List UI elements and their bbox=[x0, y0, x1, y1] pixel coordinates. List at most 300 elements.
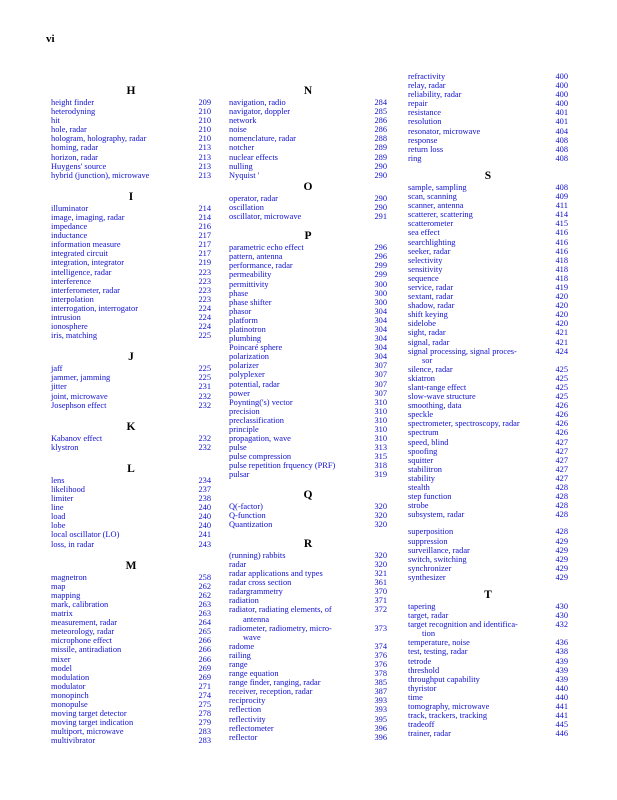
index-entry[interactable] bbox=[229, 352, 387, 361]
page-reference: 263 bbox=[198, 609, 211, 619]
page-reference: 223 bbox=[198, 285, 211, 295]
index-term bbox=[408, 729, 546, 738]
index-entry[interactable] bbox=[408, 127, 568, 136]
index-entry[interactable] bbox=[229, 425, 387, 434]
index-entry[interactable] bbox=[51, 727, 211, 736]
index-entry[interactable] bbox=[51, 295, 211, 304]
index-entry[interactable] bbox=[51, 582, 211, 591]
index-entry[interactable] bbox=[51, 540, 211, 549]
index-entry[interactable] bbox=[408, 537, 568, 546]
index-entry[interactable] bbox=[408, 108, 568, 117]
index-entry[interactable] bbox=[408, 729, 568, 738]
index-entry[interactable] bbox=[51, 718, 211, 727]
index-entry[interactable] bbox=[51, 277, 211, 286]
index-term-text: heterodyning bbox=[51, 107, 96, 117]
index-term-text: track, trackers, tracking bbox=[408, 711, 488, 721]
index-term bbox=[229, 724, 365, 733]
index-term-text: radiator, radiating elements, of bbox=[229, 605, 332, 615]
index-entry[interactable] bbox=[229, 687, 387, 696]
index-term-text: Josephson effect bbox=[51, 400, 107, 410]
index-term-text: tomography, microwave bbox=[408, 702, 490, 711]
index-entry[interactable] bbox=[51, 304, 211, 313]
index-term-text: stabilitron bbox=[408, 464, 442, 474]
index-term-text: radiation bbox=[229, 596, 259, 606]
index-entry[interactable] bbox=[51, 322, 211, 331]
index-entry[interactable] bbox=[51, 636, 211, 645]
index-entry[interactable] bbox=[408, 602, 568, 611]
index-entry[interactable] bbox=[408, 283, 568, 292]
index-entry[interactable] bbox=[408, 573, 568, 582]
index-entry[interactable] bbox=[229, 252, 387, 261]
index-entry[interactable] bbox=[229, 551, 387, 560]
index-term-text: lens bbox=[51, 475, 65, 485]
index-entry[interactable] bbox=[51, 673, 211, 682]
index-term-text: strobe bbox=[408, 501, 429, 511]
index-term-text: stability bbox=[408, 473, 435, 483]
page-reference: 320 bbox=[374, 510, 387, 520]
index-entry[interactable] bbox=[408, 392, 568, 401]
index-entry[interactable] bbox=[229, 605, 387, 623]
index-entry[interactable] bbox=[51, 258, 211, 267]
index-entry[interactable] bbox=[229, 587, 387, 596]
index-entry[interactable] bbox=[51, 682, 211, 691]
index-term-text: modulation bbox=[51, 672, 90, 682]
index-entry[interactable] bbox=[51, 645, 211, 654]
index-entry[interactable] bbox=[229, 461, 387, 470]
index-term bbox=[408, 447, 546, 456]
index-term-text: limiter bbox=[51, 494, 74, 504]
index-entry[interactable] bbox=[408, 401, 568, 410]
index-entry[interactable] bbox=[229, 389, 387, 398]
page-reference: 420 bbox=[555, 292, 568, 302]
index-entry[interactable] bbox=[51, 664, 211, 673]
index-entry[interactable] bbox=[408, 301, 568, 310]
page-reference: 223 bbox=[198, 267, 211, 277]
index-entry[interactable] bbox=[51, 434, 211, 443]
index-entry[interactable] bbox=[229, 162, 387, 171]
index-term-text: return loss bbox=[408, 144, 444, 154]
index-entry[interactable] bbox=[408, 546, 568, 555]
index-entry[interactable] bbox=[229, 416, 387, 425]
index-entry[interactable] bbox=[229, 343, 387, 352]
index-entry[interactable] bbox=[408, 675, 568, 684]
index-entry[interactable] bbox=[408, 247, 568, 256]
index-entry[interactable] bbox=[408, 465, 568, 474]
index-entry[interactable] bbox=[408, 319, 568, 328]
index-entry[interactable] bbox=[51, 204, 211, 213]
index-entry[interactable] bbox=[408, 328, 568, 337]
index-entry[interactable] bbox=[408, 117, 568, 126]
index-term bbox=[229, 361, 365, 370]
index-entry[interactable] bbox=[408, 555, 568, 564]
index-entry[interactable] bbox=[408, 365, 568, 374]
index-entry[interactable] bbox=[229, 243, 387, 252]
index-term bbox=[51, 691, 189, 700]
index-entry[interactable] bbox=[229, 134, 387, 143]
index-entry[interactable] bbox=[51, 627, 211, 636]
index-entry[interactable] bbox=[229, 434, 387, 443]
index-entry[interactable] bbox=[229, 361, 387, 370]
index-entry[interactable] bbox=[51, 98, 211, 107]
index-entry[interactable] bbox=[51, 125, 211, 134]
index-entry[interactable] bbox=[229, 669, 387, 678]
index-term bbox=[229, 370, 365, 379]
index-entry[interactable] bbox=[408, 410, 568, 419]
index-term-text: microphone effect bbox=[51, 636, 113, 646]
index-column-1 bbox=[51, 84, 211, 745]
index-entry[interactable] bbox=[51, 609, 211, 618]
index-entry[interactable] bbox=[408, 474, 568, 483]
index-term-text: multiport, microwave bbox=[51, 727, 124, 737]
index-entry[interactable] bbox=[229, 660, 387, 669]
index-entry[interactable] bbox=[408, 720, 568, 729]
page-reference: 430 bbox=[555, 611, 568, 621]
index-entry[interactable] bbox=[229, 520, 387, 529]
index-term-text: sequence bbox=[408, 273, 439, 283]
page-reference: 262 bbox=[198, 581, 211, 591]
page-reference: 223 bbox=[198, 276, 211, 286]
index-entry[interactable] bbox=[408, 99, 568, 108]
index-entry[interactable] bbox=[229, 733, 387, 742]
index-entry[interactable] bbox=[51, 573, 211, 582]
index-entry[interactable] bbox=[229, 203, 387, 212]
index-entry[interactable] bbox=[51, 503, 211, 512]
index-term-text: searchlighting bbox=[408, 237, 456, 247]
page-reference: 425 bbox=[555, 392, 568, 402]
index-entry[interactable] bbox=[51, 373, 211, 382]
index-entry[interactable] bbox=[51, 736, 211, 745]
index-term bbox=[408, 338, 546, 347]
index-entry[interactable] bbox=[51, 116, 211, 125]
index-term bbox=[229, 298, 365, 307]
index-entry[interactable] bbox=[408, 81, 568, 90]
index-entry[interactable] bbox=[229, 624, 387, 642]
index-entry[interactable] bbox=[229, 715, 387, 724]
page-reference: 290 bbox=[374, 161, 387, 171]
index-entry[interactable] bbox=[229, 316, 387, 325]
page-reference: 387 bbox=[374, 687, 387, 697]
page-reference: 429 bbox=[555, 563, 568, 573]
page-reference: 426 bbox=[555, 428, 568, 438]
index-term bbox=[51, 512, 189, 521]
index-term-text: principle bbox=[229, 425, 259, 434]
index-entry[interactable] bbox=[408, 492, 568, 501]
index-entry[interactable] bbox=[51, 153, 211, 162]
index-entry[interactable] bbox=[51, 162, 211, 171]
index-entry[interactable] bbox=[408, 90, 568, 99]
index-entry[interactable] bbox=[408, 383, 568, 392]
index-entry[interactable] bbox=[229, 380, 387, 389]
index-term-text: likelihood bbox=[51, 485, 85, 494]
index-term bbox=[51, 618, 189, 627]
index-entry[interactable] bbox=[229, 407, 387, 416]
index-term-text: reflectivity bbox=[229, 714, 266, 724]
index-term bbox=[229, 560, 365, 569]
index-entry[interactable] bbox=[229, 560, 387, 569]
index-entry[interactable] bbox=[408, 456, 568, 465]
index-entry[interactable] bbox=[51, 521, 211, 530]
index-entry[interactable] bbox=[408, 438, 568, 447]
index-term bbox=[51, 682, 189, 691]
page-reference: 304 bbox=[374, 352, 387, 362]
index-entry[interactable] bbox=[51, 401, 211, 410]
page-reference: 440 bbox=[555, 683, 568, 693]
index-entry[interactable] bbox=[229, 443, 387, 452]
index-entry[interactable] bbox=[408, 183, 568, 192]
page-reference: 213 bbox=[198, 152, 211, 162]
section-gap bbox=[229, 529, 387, 537]
index-term bbox=[51, 736, 189, 745]
index-term-text: preclassification bbox=[229, 415, 284, 425]
page-reference: 214 bbox=[198, 212, 211, 222]
index-entry[interactable] bbox=[51, 134, 211, 143]
index-entry[interactable] bbox=[51, 382, 211, 391]
index-entry[interactable] bbox=[408, 201, 568, 210]
index-term-text: spoofing bbox=[408, 446, 438, 456]
page-reference: 372 bbox=[374, 605, 387, 615]
index-entry[interactable] bbox=[408, 702, 568, 711]
index-term bbox=[408, 564, 546, 573]
index-entry[interactable] bbox=[408, 72, 568, 81]
index-entry[interactable] bbox=[51, 591, 211, 600]
index-term-text: step function bbox=[408, 492, 452, 502]
index-entry[interactable] bbox=[408, 145, 568, 154]
index-entry[interactable] bbox=[408, 310, 568, 319]
index-entry[interactable] bbox=[408, 611, 568, 620]
index-entry[interactable] bbox=[229, 116, 387, 125]
index-term bbox=[408, 684, 546, 693]
index-term-text: measurement, radar bbox=[51, 618, 118, 628]
index-entry[interactable] bbox=[229, 642, 387, 651]
index-entry[interactable] bbox=[51, 268, 211, 277]
index-term bbox=[229, 696, 365, 705]
index-entry[interactable] bbox=[408, 274, 568, 283]
index-entry[interactable] bbox=[51, 485, 211, 494]
page-reference: 307 bbox=[374, 379, 387, 389]
page-reference: 224 bbox=[198, 322, 211, 332]
index-entry[interactable] bbox=[408, 228, 568, 237]
index-term bbox=[51, 485, 189, 494]
index-entry[interactable] bbox=[229, 724, 387, 733]
index-entry[interactable] bbox=[51, 171, 211, 180]
page-reference: 223 bbox=[198, 294, 211, 304]
index-entry[interactable] bbox=[229, 298, 387, 307]
index-entry[interactable] bbox=[408, 657, 568, 666]
index-entry[interactable] bbox=[51, 392, 211, 401]
index-entry[interactable] bbox=[229, 125, 387, 134]
index-entry[interactable] bbox=[408, 338, 568, 347]
index-entry[interactable] bbox=[408, 256, 568, 265]
index-term-text: permittivity bbox=[229, 279, 269, 289]
page-reference: 418 bbox=[555, 273, 568, 283]
index-entry[interactable] bbox=[408, 483, 568, 492]
page-reference: 416 bbox=[555, 246, 568, 256]
index-term bbox=[408, 136, 546, 145]
index-term bbox=[408, 108, 546, 117]
index-entry[interactable] bbox=[408, 374, 568, 383]
index-entry[interactable] bbox=[408, 711, 568, 720]
index-entry[interactable] bbox=[51, 530, 211, 539]
index-entry[interactable] bbox=[229, 212, 387, 221]
index-term-text: range finder, ranging, radar bbox=[229, 678, 321, 688]
index-entry[interactable] bbox=[229, 398, 387, 407]
page-reference: 376 bbox=[374, 659, 387, 669]
index-term bbox=[229, 316, 365, 325]
index-entry[interactable] bbox=[408, 154, 568, 163]
index-entry[interactable] bbox=[408, 265, 568, 274]
index-entry[interactable] bbox=[229, 569, 387, 578]
index-entry[interactable] bbox=[51, 240, 211, 249]
index-term bbox=[229, 116, 365, 125]
index-entry[interactable] bbox=[229, 289, 387, 298]
index-entry[interactable] bbox=[51, 443, 211, 452]
index-entry[interactable] bbox=[408, 666, 568, 675]
index-entry[interactable] bbox=[229, 194, 387, 203]
page-reference: 411 bbox=[555, 201, 568, 211]
index-term-text: polarizer bbox=[229, 361, 259, 371]
index-entry[interactable] bbox=[408, 527, 568, 536]
index-term bbox=[51, 116, 189, 125]
index-entry[interactable] bbox=[51, 691, 211, 700]
index-entry[interactable] bbox=[51, 213, 211, 222]
index-term-text: resonator, microwave bbox=[408, 126, 481, 136]
index-entry[interactable] bbox=[51, 618, 211, 627]
index-entry[interactable] bbox=[51, 700, 211, 709]
index-term-text: polarization bbox=[229, 352, 269, 362]
index-term bbox=[229, 551, 365, 560]
index-entry[interactable] bbox=[51, 286, 211, 295]
index-entry[interactable] bbox=[229, 270, 387, 279]
index-term-text: throughput capability bbox=[408, 674, 480, 684]
index-entry[interactable] bbox=[51, 512, 211, 521]
index-column-3 bbox=[408, 72, 568, 738]
index-term bbox=[51, 392, 189, 401]
index-entry[interactable] bbox=[51, 494, 211, 503]
index-entry[interactable] bbox=[51, 331, 211, 340]
index-entry[interactable] bbox=[408, 210, 568, 219]
index-term-text: thyristor bbox=[408, 683, 437, 693]
index-entry[interactable] bbox=[408, 136, 568, 145]
index-term bbox=[51, 304, 189, 313]
page-reference: 395 bbox=[374, 714, 387, 724]
index-entry[interactable] bbox=[408, 219, 568, 228]
index-entry[interactable] bbox=[408, 501, 568, 510]
index-term-text: selectivity bbox=[408, 255, 443, 265]
index-term-text: sight, radar bbox=[408, 328, 446, 338]
index-term bbox=[408, 657, 546, 666]
index-entry[interactable] bbox=[408, 347, 568, 365]
index-term bbox=[51, 591, 189, 600]
index-entry[interactable] bbox=[408, 638, 568, 647]
page-reference: 320 bbox=[374, 559, 387, 569]
index-term bbox=[51, 125, 189, 134]
index-term bbox=[229, 407, 365, 416]
index-entry[interactable] bbox=[408, 192, 568, 201]
index-entry[interactable] bbox=[51, 107, 211, 116]
index-term bbox=[408, 265, 546, 274]
index-term bbox=[408, 256, 546, 265]
index-entry[interactable] bbox=[408, 292, 568, 301]
index-term bbox=[229, 705, 365, 714]
index-term-text: reliability, radar bbox=[408, 90, 462, 100]
index-entry[interactable] bbox=[51, 231, 211, 240]
index-entry[interactable] bbox=[229, 678, 387, 687]
page-reference: 432 bbox=[555, 620, 568, 630]
index-entry[interactable] bbox=[229, 578, 387, 587]
index-entry[interactable] bbox=[229, 307, 387, 316]
index-entry[interactable] bbox=[229, 325, 387, 334]
index-term bbox=[229, 343, 365, 352]
index-entry[interactable] bbox=[51, 313, 211, 322]
page-reference: 265 bbox=[198, 627, 211, 637]
section-gap bbox=[51, 410, 211, 420]
page-reference: 441 bbox=[555, 711, 568, 721]
index-entry[interactable] bbox=[51, 222, 211, 231]
index-term-continuation: wave bbox=[243, 632, 261, 642]
index-entry[interactable] bbox=[229, 452, 387, 461]
index-entry[interactable] bbox=[229, 143, 387, 152]
page-reference: 400 bbox=[555, 72, 568, 81]
section-gap bbox=[229, 221, 387, 229]
index-term bbox=[229, 307, 365, 316]
index-entry[interactable] bbox=[51, 364, 211, 373]
index-entry[interactable] bbox=[408, 510, 568, 519]
index-entry[interactable] bbox=[229, 502, 387, 511]
index-entry[interactable] bbox=[229, 171, 387, 180]
page-reference: 210 bbox=[198, 125, 211, 135]
index-entry[interactable] bbox=[408, 447, 568, 456]
index-entry[interactable] bbox=[51, 249, 211, 258]
index-entry[interactable] bbox=[51, 143, 211, 152]
index-entry[interactable] bbox=[229, 596, 387, 605]
index-entry[interactable] bbox=[51, 476, 211, 485]
index-entry[interactable] bbox=[229, 261, 387, 270]
index-entry[interactable] bbox=[408, 238, 568, 247]
index-entry[interactable] bbox=[229, 651, 387, 660]
index-entry[interactable] bbox=[229, 470, 387, 479]
index-entry[interactable] bbox=[51, 709, 211, 718]
index-term bbox=[408, 192, 546, 201]
index-term-text: phase shifter bbox=[229, 297, 272, 307]
index-entry[interactable] bbox=[229, 280, 387, 289]
index-entry[interactable] bbox=[408, 428, 568, 437]
index-entry[interactable] bbox=[408, 564, 568, 573]
index-entry[interactable] bbox=[229, 705, 387, 714]
index-entry[interactable] bbox=[229, 153, 387, 162]
index-term-text: illuminator bbox=[51, 203, 89, 213]
index-term-text: sextant, radar bbox=[408, 292, 454, 302]
index-entry[interactable] bbox=[229, 696, 387, 705]
index-entry[interactable] bbox=[229, 334, 387, 343]
index-entry[interactable] bbox=[408, 647, 568, 656]
index-entry[interactable] bbox=[229, 107, 387, 116]
index-entry[interactable] bbox=[51, 655, 211, 664]
index-entry[interactable] bbox=[51, 600, 211, 609]
index-entry[interactable] bbox=[229, 511, 387, 520]
index-entry[interactable] bbox=[408, 684, 568, 693]
index-entry[interactable] bbox=[408, 693, 568, 702]
page-reference: 225 bbox=[198, 331, 211, 341]
index-entry[interactable] bbox=[408, 419, 568, 428]
page-reference: 296 bbox=[374, 243, 387, 253]
page-reference: 284 bbox=[374, 98, 387, 107]
index-entry[interactable] bbox=[408, 620, 568, 638]
index-term-text: magnetron bbox=[51, 572, 87, 582]
index-term-text: intelligence, radar bbox=[51, 267, 112, 277]
index-entry[interactable] bbox=[229, 98, 387, 107]
index-entry[interactable] bbox=[229, 370, 387, 379]
index-term-text: time bbox=[408, 692, 423, 702]
